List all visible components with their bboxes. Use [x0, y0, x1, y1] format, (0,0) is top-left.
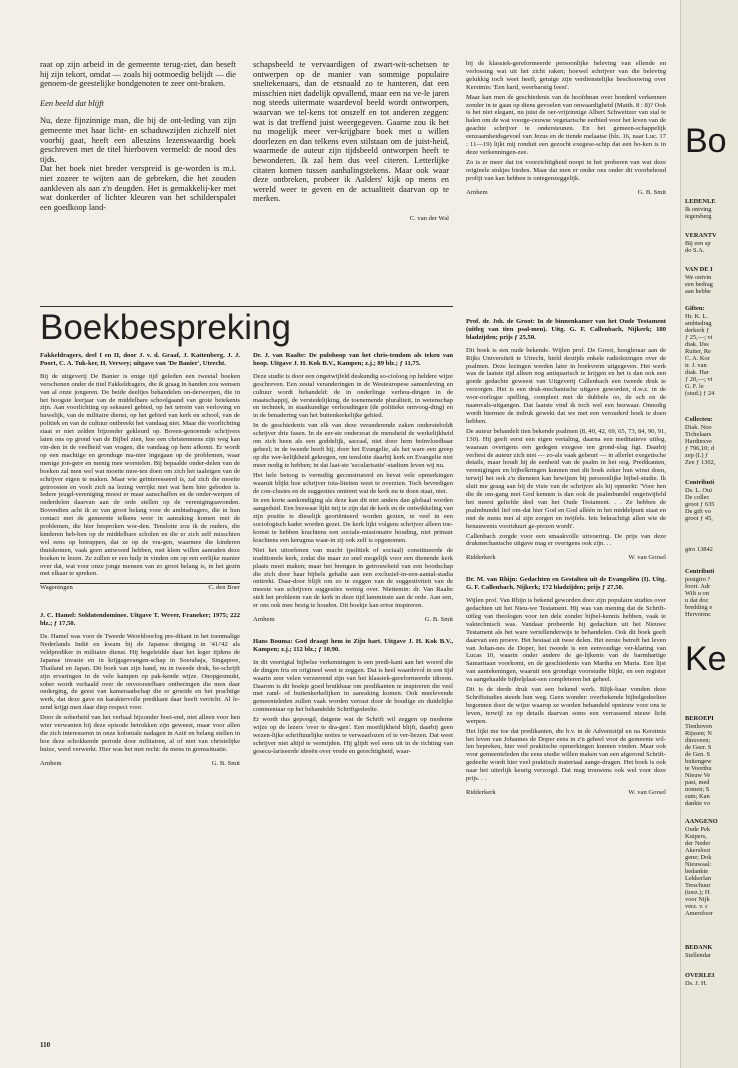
adjacent-page-line: bredding e [685, 604, 713, 611]
author-name: G. B. Smit [211, 759, 240, 767]
paragraph: Wijlen prof. Van Rhijn is bekend geworden door zijn populaire studies over gedachten uit het Nieu-we Testament. Hij was van mening dat de Schrift-uitleg van theologen voor ten dele zonder bijbel-kennis hebben, vaak te vaktechnisch was. Vandaar probeerde hij gedachten uit het Nieuwe Testament als het ware vertellenderwijs te behandelen. Ook dit boek geeft daarvan een proeve. Het bestaat uit twee delen. Het eerste betreft het leven van Johan-nes de Doper, het tweede is een eenvoudige ver-klaring van Lucas 10, waarin onder andere de ge-lijkenis van de barmhartige Samaritaan voorkomt, en de geschiedenis van Martha en Maria. Een lijst van aantekeningen, waaruit een grondige voorstudie blijkt, en een register va aangehaalde bijbelplaat-sen completeren het geheel. [466, 597, 666, 684]
adjacent-page-line: VERANTV [685, 232, 717, 239]
adjacent-page-line: Hardinxve [685, 438, 712, 445]
adjacent-page-line: Ik ontving [685, 206, 712, 213]
adjacent-page-line: Ruiter, Re [685, 348, 712, 355]
paragraph: Nu, deze fijnzinnige man, die bij de ont-leding van zijn gemeente met haar licht- en schaduwzijden zichzelf niet voorbij gaat, heeft een alleszins lezenswaardig boek geschreven met de titel hierboven vermeld: de nood des tijds. [40, 116, 236, 164]
paragraph: raat op zijn arbeid in de gemeente terug-ziet, dan beseft hij zijn tekort, omdat — zoals hij ootmoedig belijdt — die genoem-de geestelijke bondgenoten te zeer ont-braken. [40, 60, 236, 89]
adjacent-page-line: Hr. K. L. [685, 313, 708, 320]
adjacent-page-line: ƒ 796,10; d [685, 445, 714, 452]
section-title-boekbespreking: Boekbespreking [40, 308, 291, 347]
adjacent-page-line: een bedrag [685, 281, 713, 288]
adjacent-page-line: groot ƒ 635 [685, 501, 715, 508]
author-name: G. B. Smit [637, 188, 666, 196]
adjacent-page-line: past, med [685, 779, 710, 786]
paragraph: In dit veertigtal bijbelse verkenningen is een predi-kant aan het woord die de dingen fris en origineel weet te zeggen. Dat is heel waardevol in een tijd waarin zeer velen verzeerend zijn van het klassiek-gereformeerde idioom. Daarom is dit boekje goed bruikbaar om predikanten te inspireren die veel met rand- of buitenkerkelijken in aanraking komen. Ook meelevende gemeenteleden zullen vaak worden verrast door de boudige en duidelijke commentaar op het behandelde Schriftgedeelte. [253, 658, 453, 714]
paragraph: Het hele betoog is vernuftig geconstrueerd en bevat vele opmerkingen waaruit blijkt hoe schrijver tota-liteiten weet te overzien. Toch bevredigen de con-clusies en de suggesties omtrent wat de kerk nu te doen staat, niet. [253, 471, 453, 495]
adjacent-page-line: Tienhoven [685, 723, 713, 730]
signature [253, 616, 453, 624]
adjacent-page-line: Amersfoor [685, 910, 713, 917]
paragraph: Dat het boek niet breder verspreid is ge-worden is m.i. niet zozeer te wijten aan de gebreken, die het zouden aankleven als aan z'n deugden. Het is gemakkelij-ker met wat donkerder of lichter kleuren van het schilderspalet een goedkoop land- [40, 164, 236, 212]
signature [40, 760, 240, 768]
adjacent-page-line: Zee ƒ 1302, [685, 459, 716, 466]
adjacent-page-line: BEDANK [685, 944, 713, 951]
adjacent-page-line: Kuipers, [685, 833, 707, 840]
adjacent-page-line: dinxveen; [685, 737, 711, 744]
paragraph: Maar kan men de geschiedenis van de hoofdman over honderd verkennen zonder in te gaan op diens gevoelen van onwaardigheid (Matth. 8 : 8)? Ook is het niet elegant, nu juist de oer-vrijzinnige Albert Schweitzer van stal te halen om de wat voorge-ceuwse vegetarische eerbied voor het leven van de geachte schrijver te ondersteunen. En het gemeen-schappelijk eenzaamheidsgevoel van Jezus en de tiende melaatse (blz. 16, naar Luc. 17 : 11—19) lijkt mij ronduit een gezocht exegese-schip dat een bo-ken is in deze verkenningen-zee. [466, 93, 666, 156]
adjacent-page-heading: Bo [685, 122, 727, 160]
adjacent-page-line: zep (I.) ƒ [685, 452, 709, 459]
adjacent-page-line: verz. v. c [685, 903, 709, 910]
paragraph: bij de klassiek-gereformeerde persoonlijke beleving van ellende en verlossing wat uit het zicht raken; hoewel schrijver van die beleving gelukkig toch weet heeft, getuige zijn verdienstelijke beschouwing over Kerstmis: 'Een hard, weerbarstig feest'. [466, 60, 666, 91]
adjacent-page-line: Contributi [685, 568, 715, 575]
adjacent-page-line: De collec [685, 494, 710, 501]
adjacent-page-line: Giften: [685, 305, 705, 312]
adjacent-page-line: diak. Har [685, 369, 709, 376]
signature [40, 584, 240, 592]
adjacent-page-line: dankte vo [685, 800, 711, 807]
paragraph: Door de soberheid van het verhaal bijzonder boei-end, niet alleen voor hen wier verwanten bij deze episode betrokken zijn geweest, maar voor allen die zich interesseren in onze koloniale nadagen in Azië en belang stellen in hoe deze schokkende periode door militairen, al of niet van christelijke huize, werd verwerkt. Hier was het met recht: de mens in grenssituatie. [40, 714, 240, 753]
adjacent-page-line: sum; Kan [685, 793, 710, 800]
adjacent-page-line: aan hebbe [685, 288, 711, 295]
column-3-reviews [466, 318, 666, 811]
adjacent-page-line: ambtsdrag [685, 320, 712, 327]
adjacent-page-line: gene; Dok [685, 854, 712, 861]
review-title: Prof. dr. Joh. de Groot: In de binnenkamer van het Oude Testament (uitleg van tien psal-men). Uitg. G. F. Callenbach, Nijkerk; 180 bladzijden; prijs ƒ 25,50. [466, 318, 666, 341]
signature [466, 789, 666, 797]
adjacent-page-line: der Neder [685, 840, 711, 847]
adjacent-page-line: AANGENO [685, 818, 718, 825]
author-name: C. den Boer [208, 584, 240, 592]
paragraph: Dit boek is een oude bekende. Wijlen prof. De Groot, hoogleraar aan de Rijks Universiteit te Utrecht, hield destijds enkele radiolezingen over de psalmen. Deze lezingen werden later in boekvorm uitgegeven. Het werk was de laatste tijd alleen nog antiquarisch te krijgen en het is dan ook een goede gedachte geweest van Uitgeverij Callenbach een tweede druk te verzorgen. Het is een druk-mechanische uitgave geworden, d.w.z. in de voor-oorlogse spelling, compleet met de dubbele oo, de sch en de naamvals-uitgangen. Dat laatste vind ik toch wel een bezwaar. Onnodig wordt hiermee de indruk gewekt dat we met een verouderd boek te doen hebben. [466, 346, 666, 425]
adjacent-page-line: te Voorthu [685, 765, 712, 772]
adjacent-page-line: diak. IJss [685, 341, 709, 348]
adjacent-page-line: (toez.); H. [685, 889, 712, 896]
paragraph: schapsbeeld te vervaardigen of zwart-wit-schetsen te ontwerpen op de manier van sommige populaire sneltekenaars, dan de etsnaald zo te hanteren, dat een misschien niet dadelijk opvallend, maar een na ve-le jaren nog steeds uitermate waardevol beeld wordt ontworpen, waarvan we tel-kens tot onszelf en tot anderen zeggen: wat is dat treffend juist weergegeven. Gaarne zou ik het nu mogelijk meer ver-krijgbare boek met u willen doorlezen en dan telkens even stilstaan om de juist-heid, waarmede de auteur zijn tijdsbeeld ontworpen heeft te bewonderen. Ik zal hem dus veel citeren. Letterlijke citaten komen tussen aanhalingstekens. Maar ook waar deze ontbreken, probeer ik Aalders' kijk op mens en wereld weer te geven en de actualiteit daarvan op te merken. [253, 60, 449, 204]
adjacent-page-line: bedankte [685, 868, 709, 875]
adjacent-page-heading: Ke [685, 640, 727, 678]
adjacent-page-line: ir. J. van [685, 362, 707, 369]
paragraph: Dit is de derde druk van een bekend werk. Blijk-baar vonden deze Schriftstudies steeds hun weg. Geen wonder: overbekende bijbelgedeelten begonnen door de wijze waarop ze worden behandeld opnieuw voor ons te leven, terwijl ze op details daarvan soms een verrassend nieuw licht werpen. [466, 686, 666, 725]
signature-place: Ridderkerk [466, 788, 496, 796]
signature-place: Arnhem [466, 188, 488, 196]
adjacent-page-line: Stellendar [685, 952, 711, 959]
paragraph: Zo is er meer dat tot voorzichtigheid noopt in het proberen van wat deze originele stukjes bieden. Maar dat men er onder ons onder dit voorbehoud profijt van kan hebben is ontegenzeggelijk. [466, 158, 666, 182]
paragraph: Ds. Hamel was voor de Tweede Wereldoorlog pre-dikant in het toenmalige Nederlands Indië en kwam bij de Japanse dreiging in '41/'42 als veldprediker in militaire dienst. Hij begeleidde daar het leger tijdens de Japanse invasie en in krijgsgevangen-schap in Soerabaja, Singapore, Thailand en Japan. Dit boek van zijn hand, nu in tweede druk, be-schrijft zijn ervaringen in de vele kampen op pak-kende wijze. Onopgesmukt, sober wordt verhaald over de onvoorstelbare ontberingen die men daar onderging, de geest van kameraadschap die er groeide en het prachtige werk, dat deze gave en karaktervolle predikant daar heeft verricht. Al le-zend krijgt men daar diep respect voor. [40, 633, 240, 712]
adjacent-page-line: u dat doc [685, 597, 709, 604]
adjacent-page-line: Bij een sp [685, 240, 711, 247]
column-3-top [466, 60, 666, 211]
signature-place: Ridderkerk [466, 554, 496, 562]
signature [466, 554, 666, 562]
adjacent-page-line: Tichelaars [685, 431, 712, 438]
paragraph: Bij de uitgeverij De Banier is enige tijd geleden een tweetal boeken verschenen onder de titel Fakkeldragers, die ik graag in handen zou wensen van al onze jongeren. De beide deeltjes behandelen on-derwerpen, die in het hoogste leerjaar van de middelbare schoolgaand van grote betekenis zijn. Aan voorlichting op seksueel gebied, op het terrein van verloving en huwelijk, van de militaire dienst, op het gebied van kerk en school, van de politiek en van de cultuur ontbreekt het vandaag niet. Maar die voorlichting staat er niet zelden bijzonder gekleurd op. Boven-genoemde schrijvers laten ons op grond van de Bijbel zien, hoe een christenmens zijn weg kan vin-den in de veelheid van vragen, die vandaag op hem afkomt. Er wordt op een machtige en gronduge ma-nier ingegaan op de problemen, waar menige jon-gere en menig mee worstelen. Bij bepaalde onder-delen van de boeken zal men wel wat moeite moe-ten doen om zich het taaleigen van de schrijver eigen te maken. Maar wie geïnteresseerd is, zal zich die moeite getroosten en voelt zich na lezing verrijkt met wat hem hier geboden is. Iedere jeugd-vereniging moest er maar aanschaffen en de onder-werpen of onderdelen daarvan aan de orde stellen op de verenigingsavonden. Bovendien acht ik ze van groot belang voor de ambtsdragers, die in hun contact met de gemeente telkens weer in aanraking komen met de problemen, die hier besproken wor-den. Tenslotte zou ik de ouders, die kinderen heb-ben op de middelbare scholen en die er zich zelf misschien wel eens op betrappen, dat ze op de vra-gen, waarmee die kinderen thuiskomen, vaak geen antwoord hebben, met klem willen aanraden deze boeken te lezen. Ze zullen er een hulp in vinden om op een eerlijke manier over dat, wat voor onze jonge mensen van zo groot belang is, in het gezin met elkaar te spreken. [40, 372, 240, 578]
column-2-reviews [253, 352, 453, 758]
adjacent-page-line: foort. Adr [685, 583, 711, 590]
adjacent-page-line: Collecten: [685, 416, 713, 423]
adjacent-page-line: C. A. Kor [685, 355, 710, 362]
paragraph: De auteur behandelt tien bekende psalmen (8, 40, 42, 69, 65, 73, 84, 90, 91, 130). Hij geeft eerst een eigen vertaling, daarna een meditatieve uitleg, waaraan overigens een gedegen exegese ten grond-slag ligt. Daarbij verliest de auteur zich niet — zo-als vaak gebeurt — in allerlei exegetische details, maar houdt hij de eenheid van de psalm in het oog. Predikanten, verenigingen en bijbelkringen kunnen met dit boek zeker hun winst doen, terwijl het ook z'n diensten kan bewijzen bij persoonlijke bijbel-studie. Ik sluit me graag aan bij de visie van de schrijver als hij opmerkt: 'Voor hen die de om-gang met God kennen is dan ook de psalmbundel ongetwijfeld het meest geliefde deel van het Oude Testament. . . Ze hebben de psalmbundel lief om-dat hier God en God alléén in het middelpunt staat en niet de mens met al zijn zorgen en twijfels. Iets bekrachtigt allen wie de benauwenis voortduurt ge-prezen wordt'. [466, 427, 666, 530]
paragraph: Het lijkt me toe dat predikanten, die b.v. in de Adventstijd en na Kerstmis het leven van Johannes de Doper eens in z'n geheel voor de gemeente wil-len beprekeu, hier veel praktische opmerkingen kunnen vinden. Maar ook voor gemeenteleden die eens studie willen maken van een afgerond Schrift-gedeelte wordt hier veel praktisch materiaal aange-dragen. Het boek is ook naar het uiterlijk keurig verzorgd. Dat mag trouwens ook wel voor deze prijs. . . [466, 727, 666, 783]
adjacent-page-line: voor Nijk [685, 896, 710, 903]
signature-place: Arnhem [40, 759, 62, 767]
adjacent-page-line: Lekkerlan [685, 875, 711, 882]
adjacent-page-strip [680, 0, 738, 1068]
adjacent-page-line: derkerk ƒ [685, 327, 710, 334]
adjacent-page-line: Akersloot [685, 847, 711, 854]
adjacent-page-line: do S.A. [685, 247, 705, 254]
adjacent-page-line: Ds. J. H. [685, 980, 708, 987]
adjacent-page-line: Wilt u on [685, 590, 709, 597]
signature-place: Arnhem [253, 616, 275, 624]
adjacent-page-line: buitengew [685, 758, 712, 765]
adjacent-page-line: Diak. Noo [685, 424, 712, 431]
adjacent-page-line: Ds. L. Oui [685, 487, 712, 494]
adjacent-page-line: Oude Pek [685, 826, 711, 833]
adjacent-page-line: de Gen. S [685, 751, 711, 758]
adjacent-page-line: de Geer. S [685, 744, 712, 751]
adjacent-page-line: We ontvin [685, 274, 712, 281]
adjacent-page-line: groot ƒ 45, [685, 515, 713, 522]
adjacent-page-line: Contributi [685, 479, 715, 486]
signature-place: Wageningen [40, 584, 73, 592]
adjacent-page-line: ƒ 20,—; vi [685, 376, 713, 383]
paragraph: Callenbach zorgde voor een smaakvolle uitvoering. De prijs van deze drukmechanische uitgave mag er overigens ook zijn. . . [466, 532, 666, 548]
adjacent-page-line: iegersberg [685, 213, 712, 220]
review-title: Dr. M. van Rhijn: Gedachten en Gestalten uit de Evangeliën (I). Uitg. G. F. Callenbach, Nijkerk; 172 bladzijden; prijs ƒ 27,50. [466, 576, 666, 592]
author-name: W. van Gorsel [628, 788, 666, 796]
adjacent-page-line: Terschuur [685, 882, 711, 889]
paragraph: Niet het uitoefenen van macht (politiek of sociaal) constitueerde de traditionele kerk, zodat die maar zo snel mogelijk voor een dienende kerk plaats moet maken; maar het brengen in getrouwheid van een boodschap die zich door haar bijbels gehalte aan een exclusief-in-een-aantal-stadia onttrekt. Daar-door blijft om zo te zeggen van de suggestiviteit van de meeste van schrijvers suggesties weinig over. Niettemin: dr. Van Raalte stelt het probleem van de kerk in deze tijd lamminste aan de orde. Aan een, er ons ook mee bezig te houden. Dit boekje kan ertoe inspireren. [253, 546, 453, 610]
adjacent-page-line: Nieuwaal: [685, 861, 712, 868]
adjacent-page-line: De gift vo [685, 508, 711, 515]
author-name: G. B. Smit [424, 616, 453, 624]
paragraph: Deze studie is door een ongetwijfeld deskundig so-cioloog op heldere wijze geschreven. Een zestal veranderingen in de Westeuropese samenleving en cultuur wordt behandeld: de in onderlinge verhou-dingen in de maatschappij, de verstedelijking, de toenemende pluraliteit, in wetenschap en techniek, in staatkundige verhoudingen (de politieke ontvoog-ding) en in de benadering van het buitenkerkelijke gebied. [253, 372, 453, 420]
paragraph: In de geschiedenis van elk van deze veranderende zaken ondersteboldt schrijver drie fasen. In de eer-ste onderzoat de mensheid de werkelijkheid om zich heen als een goddelijk, sacraal, niet door hem beïnvloedbaar gebeel; in de tweede heeft hij, door het Evangelie, als het ware een greep op die wer-kelijkheid gekregen, om tenslotte daarbij kerk en Evangelie niet meer nodig te hebben; in dat laat-ste 'secularisatie'-stadium leven wij nu. [253, 422, 453, 469]
adjacent-page-line: G. F. le [685, 383, 704, 390]
adjacent-page-line: VAN DE I [685, 266, 713, 273]
review-title: Dr. J. van Raalte: De pulohoop van het chris-tendom als teken van hoop. Uitgave J. H. Kok B.V., Kampen; z.j.; 89 blz.; ƒ 11,75. [253, 352, 453, 367]
adjacent-page-line: BEROEPI [685, 715, 714, 722]
section-heading: Een beeld dat blijft [40, 98, 104, 108]
adjacent-page-line: ƒ 25,—; vi [685, 334, 713, 341]
adjacent-page-line: LEDENLE [685, 198, 716, 205]
review-title: J. C. Hamel: Soldatendominee. Uitgave T. Wever, Franeker; 1975; 222 blz.; ƒ 17,50. [40, 612, 240, 628]
author-name: W. van Gorsel [628, 554, 666, 562]
adjacent-page-line: Nieuw Ve [685, 772, 711, 779]
adjacent-page-line: nomen; S [685, 786, 710, 793]
column-1-reviews [40, 352, 240, 782]
adjacent-page-line: Rijssen; N [685, 730, 712, 737]
author-name: C. van der Wal [409, 214, 449, 222]
paragraph: In een korte aankondiging als deze kan dit niet anders dan globaal worden aangeduid. Een bezwaar lijkt mij te zijn dat de kerk en de ontwikkeling van zijn positie te dieselijk georiënteerd worden gezien, te veel in een sociologisch kader worden gezet. De kerk lijkt volgens schrijver alleen toe-komst te hebben krachtens een sociale-missionaire houding, niet primair krachtens een kerugma waar-in zij ook zelf is opgenomen. [253, 497, 453, 544]
paragraph: Er wordt dus gepoogd, datgene wat de Schrift wil zeggen op moderne wijze op de lezers 'over te dra-gen'. Een moeilijkheid blijft, daarbij geen wezen-lijke schriftuurlijke noties te verwaarlozen of te ver-liezen. Dat weet schrijver niet altijd te vermijden. Hij glijdt wel eens uit in de richting van gesecu-lariseerde ideeën over vrede en gerechtigheid, waar- [253, 716, 453, 755]
column-1-top [40, 60, 236, 212]
adjacent-page-line: giro 13842 [685, 546, 713, 553]
review-title: Hans Bouma: God draagt hem in Zijn hart. Uitgave J. H. Kok B.V., Kampen; z.j.; 112 blz.; ƒ 10,90. [253, 638, 453, 653]
page-number: 110 [40, 1041, 51, 1049]
separator-rule [40, 306, 453, 307]
adjacent-page-line: Hervormc [685, 611, 711, 618]
signature [253, 214, 449, 224]
review-title: Fakkeldragers, deel I en II, door J. v. d. Graaf, J. Kattenberg, J. J. Poort, C. A. Tuk-ker, H. Verwey; uitgave van 'De Banier', Utrecht. [40, 352, 240, 367]
adjacent-page-line: (stud.) ƒ 24 [685, 390, 715, 397]
adjacent-page-line: postgiro ? [685, 576, 711, 583]
column-2-top [253, 60, 449, 238]
signature [466, 189, 666, 197]
adjacent-page-line: OVERLEI [685, 972, 715, 979]
